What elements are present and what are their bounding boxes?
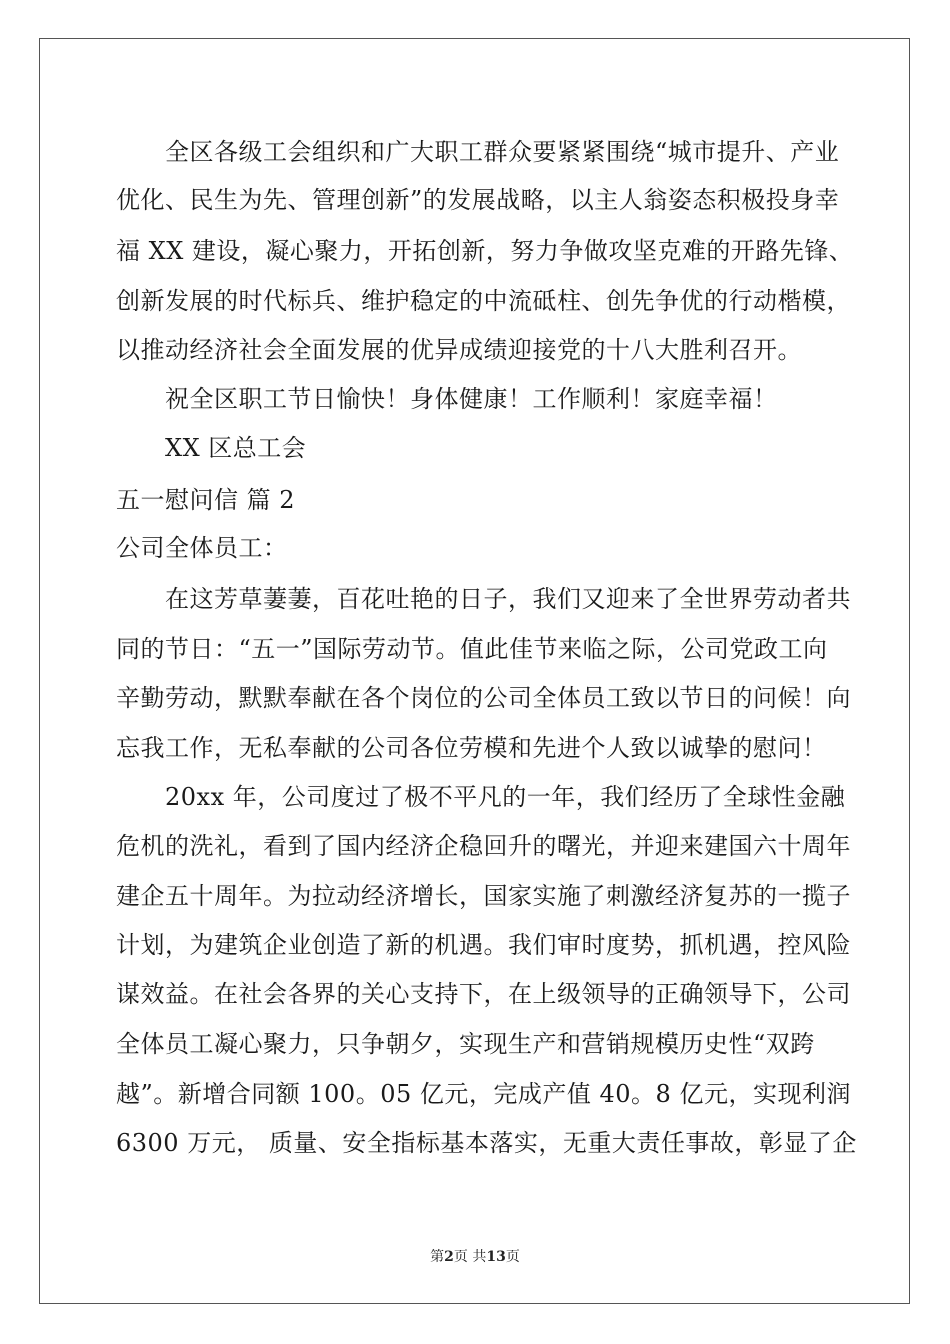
text-line: 创新发展的时代标兵、维护稳定的中流砥柱、创先争优的行动楷模，	[116, 287, 851, 315]
footer-prefix: 第	[430, 1249, 445, 1265]
text-line: 计划，为建筑企业创造了新的机遇。我们审时度势，抓机遇，控风险	[116, 931, 851, 959]
text-line: 福 XX 建设，凝心聚力，开拓创新，努力争做攻坚克难的开路先锋、	[116, 237, 854, 265]
text-line: 危机的洗礼，看到了国内经济企稳回升的曙光，并迎来建国六十周年	[116, 832, 851, 860]
text-line: 辛勤劳动，默默奉献在各个岗位的公司全体员工致以节日的问候！向	[116, 684, 851, 712]
footer-suffix: 页	[505, 1249, 520, 1265]
text-line: 忘我工作，无私奉献的公司各位劳模和先进个人致以诚挚的慰问！	[116, 734, 827, 762]
text-line: 谋效益。在社会各界的关心支持下，在上级领导的正确领导下，公司	[116, 980, 851, 1008]
section-title: 五一慰问信 篇 2	[116, 486, 296, 514]
page-footer	[0, 1246, 950, 1266]
text-line: 优化、民生为先、管理创新”的发展战略，以主人翁姿态积极投身幸	[116, 186, 840, 214]
text-line: 全区各级工会组织和广大职工群众要紧紧围绕“城市提升、产业	[165, 138, 840, 166]
page-number: 2	[444, 1249, 454, 1265]
greeting-line: 祝全区职工节日愉快！身体健康！工作顺利！家庭幸福！	[165, 385, 778, 413]
text-line: 越”。新增合同额 100。05 亿元，完成产值 40。8 亿元，实现利润	[116, 1080, 851, 1108]
text-line: 全体员工凝心聚力，只争朝夕，实现生产和营销规模历史性“双跨	[116, 1030, 815, 1058]
signature-line: XX 区总工会	[165, 434, 307, 462]
text-line: 6300 万元， 质量、安全指标基本落实，无重大责任事故，彰显了企	[116, 1129, 857, 1157]
text-line: 同的节日：“五一”国际劳动节。值此佳节来临之际，公司党政工向	[116, 635, 828, 663]
text-line: 以推动经济社会全面发展的优异成绩迎接党的十八大胜利召开。	[116, 336, 802, 364]
text-line: 20xx 年，公司度过了极不平凡的一年，我们经历了全球性金融	[165, 783, 846, 811]
salutation-line: 公司全体员工：	[116, 534, 288, 562]
page-border	[39, 38, 910, 1304]
text-line: 建企五十周年。为拉动经济增长，国家实施了刺激经济复苏的一揽子	[116, 882, 851, 910]
footer-middle: 页 共	[453, 1249, 487, 1265]
text-line: 在这芳草萋萋，百花吐艳的日子，我们又迎来了全世界劳动者共	[165, 585, 851, 613]
page-total: 13	[486, 1249, 506, 1265]
